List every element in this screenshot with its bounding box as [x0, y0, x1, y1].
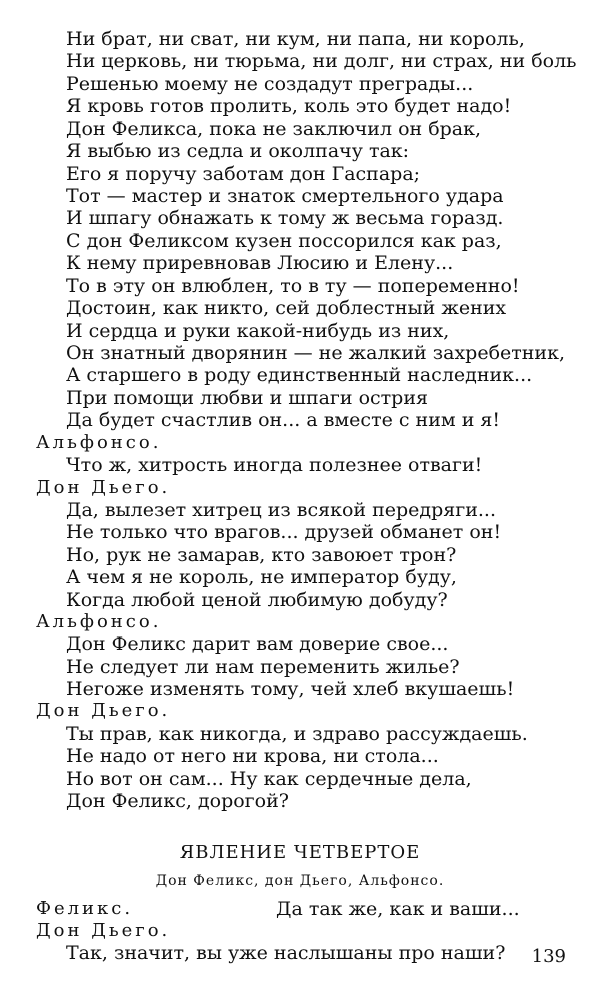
verse-line: Достоин, как никто, сей доблестный жених: [66, 297, 507, 319]
verse-line: Негоже изменять тому, чей хлеб вкушаешь!: [66, 678, 515, 700]
verse-line: При помощи любви и шпаги острия: [66, 387, 428, 409]
scene-title: ЯВЛЕНИЕ ЧЕТВЕРТОЕ: [179, 842, 421, 863]
scene-cast: Дон Феликс, дон Дьего, Альфонсо.: [155, 873, 445, 889]
verse-line: Да так же, как и ваши...: [276, 898, 520, 920]
verse-line: Да будет счастлив он... а вместе с ним и я!: [66, 409, 501, 431]
verse-line: Его я поручу заботам дон Гаспара;: [66, 163, 421, 185]
verse-line: Но вот он сам... Ну как сердечные дела,: [66, 768, 472, 790]
verse-line: Не следует ли нам переменить жилье?: [66, 656, 460, 678]
speaker-name: Дон Дьего.: [36, 700, 171, 721]
verse-line: Но, рук не замарав, кто завоюет трон?: [66, 544, 457, 566]
speaker-name: Дон Дьего.: [36, 920, 171, 941]
verse-line: Я выбью из седла и околпачу так:: [66, 140, 410, 162]
verse-line: Не надо от него ни крова, ни стола...: [66, 745, 439, 767]
verse-line: И шпагу обнажать к тому ж весьма горазд.: [66, 207, 504, 229]
verse-line: Не только что врагов... друзей обманет он!: [66, 521, 502, 543]
speaker-name: Альфонсо.: [36, 611, 162, 632]
verse-line: Дон Феликс дарит вам доверие свое...: [66, 633, 449, 655]
verse-line: Дон Феликса, пока не заключил он брак,: [66, 118, 482, 140]
verse-line: Ты прав, как никогда, и здраво рассуждаешь.: [66, 723, 528, 745]
verse-line: Тот — мастер и знаток смертельного удара: [66, 185, 504, 207]
verse-line: Ни церковь, ни тюрьма, ни долг, ни страх, ни боль: [66, 50, 577, 72]
verse-line: То в эту он влюблен, то в ту — попеременно!: [66, 275, 520, 297]
verse-line: Что ж, хитрость иногда полезнее отваги!: [66, 454, 483, 476]
verse-line: Так, значит, вы уже наслышаны про наши?: [66, 942, 506, 964]
speaker-name: Феликс.: [36, 898, 134, 919]
verse-line: А старшего в роду единственный наследник...: [66, 364, 533, 386]
page-number: 139: [531, 946, 566, 967]
speaker-name: Альфонсо.: [36, 432, 162, 453]
speaker-name: Дон Дьего.: [36, 477, 171, 498]
verse-line: Дон Феликс, дорогой?: [66, 790, 289, 812]
verse-line: С дон Феликсом кузен поссорился как раз,: [66, 230, 502, 252]
verse-line: Я кровь готов пролить, коль это будет надо!: [66, 95, 512, 117]
verse-line: И сердца и руки какой-нибудь из них,: [66, 320, 450, 342]
verse-line: Он знатный дворянин — не жалкий захребетник,: [66, 342, 566, 364]
verse-line: К нему приревновав Люсию и Елену...: [66, 252, 454, 274]
verse-line: Да, вылезет хитрец из всякой передряги...: [66, 499, 497, 521]
verse-line: Решенью моему не создадут преграды...: [66, 73, 474, 95]
verse-line: Ни брат, ни сват, ни кум, ни папа, ни король,: [66, 28, 525, 50]
verse-line: А чем я не король, не император буду,: [66, 566, 457, 588]
verse-line: Когда любой ценой любимую добуду?: [66, 589, 448, 611]
